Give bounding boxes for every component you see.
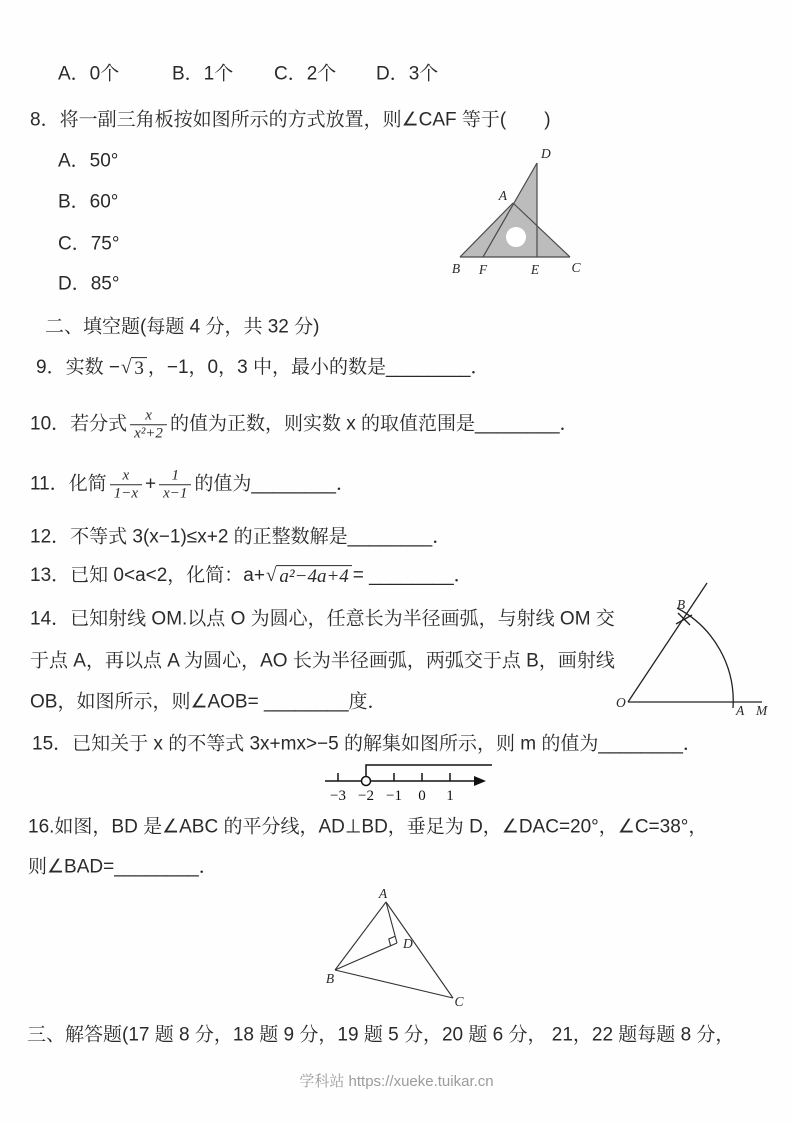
question-8-text: 8．将一副三角板按如图所示的方式放置，则∠CAF 等于( ) xyxy=(30,109,551,131)
q8-label-E: E xyxy=(530,262,540,277)
q9-radicand: 3 xyxy=(131,357,147,381)
q7-option-c: C．2个 xyxy=(274,63,337,85)
q8-ruler-hole xyxy=(506,227,526,247)
q14-label-A: A xyxy=(736,703,745,718)
q8-option-a: A．50° xyxy=(58,150,119,172)
question-14-line-1: 14．已知射线 OM.以点 O 为圆心，任意长为半径画弧，与射线 OM 交 xyxy=(30,608,615,630)
q16-line-AD xyxy=(386,902,397,943)
q14-arc xyxy=(677,608,733,708)
radical-sign: √ xyxy=(120,357,132,379)
question-15: 15．已知关于 x 的不等式 3x+mx>−5 的解集如图所示，则 m 的值为________． xyxy=(32,733,702,755)
question-11 xyxy=(30,467,355,503)
q11-pre: 化简 xyxy=(68,473,107,495)
q16-label-C: C xyxy=(454,994,464,1009)
q8-option-b: B．60° xyxy=(58,191,119,213)
q13-post: = ________． xyxy=(352,564,473,586)
q8-label-A: A xyxy=(498,188,507,203)
q14-construction-figure xyxy=(613,576,793,724)
tick-label-0: 0 xyxy=(418,788,426,804)
q8-option-d: D．85° xyxy=(58,273,120,295)
q11-number: 11． xyxy=(30,473,69,495)
question-9 xyxy=(36,356,490,380)
question-14-line-3: OB，如图所示，则∠AOB= ________度． xyxy=(30,691,387,713)
q7-option-a: A．0个 xyxy=(58,63,120,85)
q11-numerator-1: x xyxy=(122,467,130,484)
q13-radicand: a²−4a+4 xyxy=(276,565,351,589)
tick-label-neg3: −3 xyxy=(330,788,346,804)
q13-number: 13． xyxy=(30,564,71,586)
q8-label-F: F xyxy=(478,262,488,277)
q16-label-B: B xyxy=(325,971,335,986)
question-10 xyxy=(30,407,579,443)
radical-sign: √ xyxy=(265,565,277,587)
q10-number: 10． xyxy=(30,413,71,435)
q11-numerator-2: 1 xyxy=(171,467,180,484)
q14-label-B: B xyxy=(676,597,686,612)
question-14-line-2: 于点 A，再以点 A 为圆心，AO 长为半径画弧，两弧交于点 B，画射线 xyxy=(30,650,615,672)
question-12: 12．不等式 3(x−1)≤x+2 的正整数解是________． xyxy=(30,526,452,548)
q16-triangle-figure xyxy=(323,886,508,1015)
q9-number: 9． xyxy=(36,356,66,378)
q15-number-line xyxy=(316,757,511,807)
footer-watermark: 学科站 https://xueke.tuikar.cn xyxy=(299,1073,494,1090)
q11-denominator-1: 1−x xyxy=(110,485,142,503)
q11-denominator-2: x−1 xyxy=(159,485,191,503)
q7-option-b: B．1个 xyxy=(172,63,234,85)
q11-post: 的值为________． xyxy=(194,473,355,495)
q10-fraction xyxy=(130,407,167,443)
tick-label-1: 1 xyxy=(446,788,454,804)
question-16-line-2: 则∠BAD=________． xyxy=(28,856,218,878)
q11-fraction-1 xyxy=(110,467,142,503)
q11-plus: + xyxy=(145,473,157,495)
axis-arrowhead xyxy=(474,776,486,786)
open-circle-neg2 xyxy=(362,777,371,786)
q8-triangle-figure xyxy=(443,141,598,281)
q7-option-d: D．3个 xyxy=(376,63,439,85)
q10-numerator: x xyxy=(145,407,152,424)
q10-pre: 若分式 xyxy=(70,413,128,435)
q8-label-D: D xyxy=(541,146,551,161)
q16-line-BD xyxy=(335,943,397,970)
tick-label-neg1: −1 xyxy=(386,788,402,804)
q8-label-C: C xyxy=(571,260,581,275)
q16-label-D: D xyxy=(403,936,413,951)
q11-fraction-2 xyxy=(159,467,191,503)
q13-pre: 已知 0<a<2，化简：a+ xyxy=(70,564,265,586)
q9-sqrt xyxy=(121,356,147,380)
q14-label-M: M xyxy=(756,703,768,718)
q16-line-AB xyxy=(335,902,386,970)
q13-sqrt xyxy=(266,564,352,588)
q10-denominator: x²+2 xyxy=(130,425,167,443)
q9-pre: 实数 − xyxy=(65,356,120,378)
section2-title: 二、填空题(每题 4 分，共 32 分) xyxy=(45,316,320,338)
question-16-line-1: 16.如图，BD 是∠ABC 的平分线，AD⊥BD，垂足为 D，∠DAC=20°，∠C=38°， xyxy=(28,816,708,838)
q14-ray-OB xyxy=(628,583,707,702)
tick-label-neg2: −2 xyxy=(358,788,374,804)
q16-label-A: A xyxy=(378,886,388,901)
q16-line-BC xyxy=(335,970,453,998)
q10-post: 的值为正数，则实数 x 的取值范围是________． xyxy=(169,413,579,435)
question-13 xyxy=(30,564,473,588)
q9-post: ，−1，0，3 中，最小的数是________． xyxy=(147,356,490,378)
solution-ray xyxy=(366,765,492,776)
q16-line-AC xyxy=(386,902,453,998)
q8-label-B: B xyxy=(451,261,461,276)
q8-option-c: C．75° xyxy=(58,233,120,255)
section3-title: 三、解答题(17 题 8 分，18 题 9 分，19 题 5 分，20 题 6 分， 21，22 题每题 8 分， xyxy=(27,1024,735,1046)
q14-label-O: O xyxy=(616,695,626,710)
